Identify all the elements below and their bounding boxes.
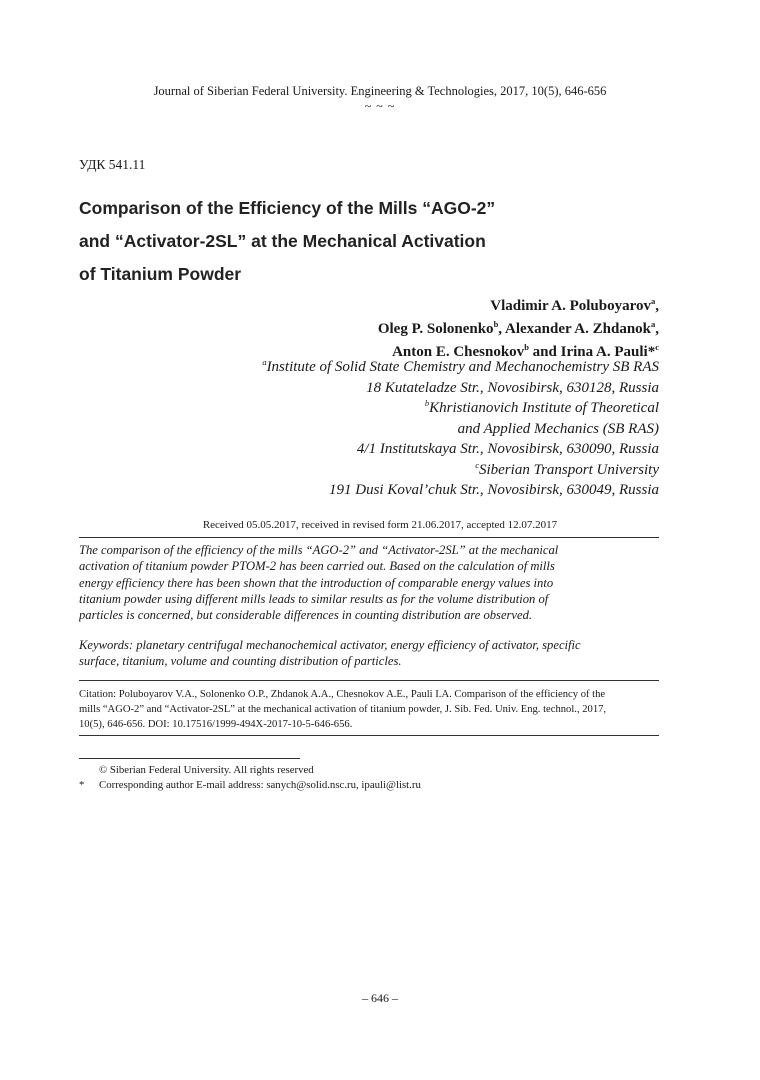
citation-line: Citation: Poluboyarov V.A., Solonenko O.P., Zhdanok A.A., Chesnokov A.E., Pauli I.A. Comparison of the efficiency of the [79, 689, 606, 700]
journal-header: Journal of Siberian Federal University. Engineering & Technologies, 2017, 10(5), 646-656 [153, 84, 607, 98]
affiliations [262, 357, 659, 501]
author-affil-mark: a [651, 296, 656, 306]
paper-title [79, 192, 559, 291]
author-affil-mark: c [655, 342, 659, 352]
author-list [378, 295, 659, 364]
abstract-top-rule [79, 537, 659, 538]
title-line: Comparison of the Efficiency of the Mills “AGO-2” [79, 198, 496, 218]
affil-mark: b [424, 398, 430, 408]
title-line: of Titanium Powder [79, 264, 242, 284]
citation-line: mills “AGO-2” and “Activator-2SL” at the mechanical activation of titanium powder, J. Sib. Fed. Univ. Eng. technol., 2017, [79, 704, 607, 715]
author-name: Irina A. Pauli* [560, 344, 656, 360]
author-name: Oleg P. Solonenko [377, 321, 494, 337]
affil-mark: a [262, 357, 267, 367]
affiliation-line [262, 398, 659, 419]
citation [79, 687, 659, 732]
footnote-text: © Siberian Federal University. All rights reserved [99, 764, 314, 776]
author-sep: , [498, 321, 503, 337]
keywords-line: surface, titanium, volume and counting distribution of particles. [79, 654, 402, 669]
footnote-rule [79, 758, 300, 759]
citation-top-rule [79, 680, 659, 681]
header-separator: ~ ~ ~ [364, 99, 396, 113]
author-name: Anton E. Chesnokov [392, 344, 525, 360]
affiliation-line: 191 Dusi Koval’chuk Str., Novosibirsk, 630049, Russia [329, 482, 659, 498]
author-name: Alexander A. Zhdanok [504, 321, 651, 337]
footnote-mark [79, 763, 99, 778]
title-line: and “Activator-2SL” at the Mechanical Activation [79, 231, 486, 251]
affiliation-line [262, 460, 659, 481]
citation-bottom-rule [79, 735, 659, 736]
footnote-text: Corresponding author E-mail address: sanych@solid.nsc.ru, ipauli@list.ru [99, 779, 421, 791]
affiliation-text: Institute of Solid State Chemistry and Mechanochemistry SB RAS [266, 359, 659, 375]
author-line [378, 318, 659, 341]
affiliation-text: Siberian Transport University [478, 461, 659, 478]
abstract-line: energy efficiency there has been shown that the introduction of comparable energy values into [79, 575, 554, 590]
abstract-line: The comparison of the efficiency of the mills “AGO-2” and “Activator-2SL” at the mechanical [79, 543, 559, 557]
author-sep: and [528, 344, 557, 360]
keywords [79, 637, 659, 670]
affil-mark: c [475, 459, 479, 470]
udk-code: УДК 541.11 [79, 157, 146, 172]
author-line [378, 295, 659, 318]
author-affil-mark: b [493, 319, 499, 329]
affiliation-line: 18 Kutateladze Str., Novosibirsk, 630128, Russia [366, 379, 659, 396]
received-dates: Received 05.05.2017, received in revised form 21.06.2017, accepted 12.07.2017 [202, 519, 558, 531]
abstract-line: activation of titanium powder PTOM-2 has been carried out. Based on the calculation of mills [79, 559, 555, 574]
affiliation-line: and Applied Mechanics (SB RAS) [457, 420, 659, 437]
page-number: – 646 – [362, 991, 398, 1005]
author-affil-mark: b [524, 342, 529, 352]
author-sep: , [655, 298, 659, 314]
author-affil-mark: a [651, 319, 656, 329]
affiliation-line [262, 357, 659, 378]
abstract [79, 542, 659, 623]
keywords-line: Keywords: planetary centrifugal mechanochemical activator, energy efficiency of activator, specific [79, 638, 581, 652]
footnote-mark: * [79, 779, 85, 791]
author-sep: , [655, 321, 659, 337]
footnotes [79, 763, 421, 793]
author-name: Vladimir A. Poluboyarov [490, 298, 651, 314]
footnote-corresponding-author [79, 778, 421, 793]
citation-line: 10(5), 646-656. DOI: 10.17516/1999-494X-2017-10-5-646-656. [79, 719, 353, 730]
abstract-line: particles is concerned, but considerable differences in counting distribution are observed. [79, 608, 533, 623]
affiliation-line: 4/1 Institutskaya Str., Novosibirsk, 630090, Russia [356, 441, 659, 457]
abstract-line: titanium powder using different mills leads to similar results as for the volume distribution of [79, 591, 549, 606]
affiliation-text: Khristianovich Institute of Theoretical [429, 400, 659, 416]
footnote-copyright [79, 763, 421, 778]
